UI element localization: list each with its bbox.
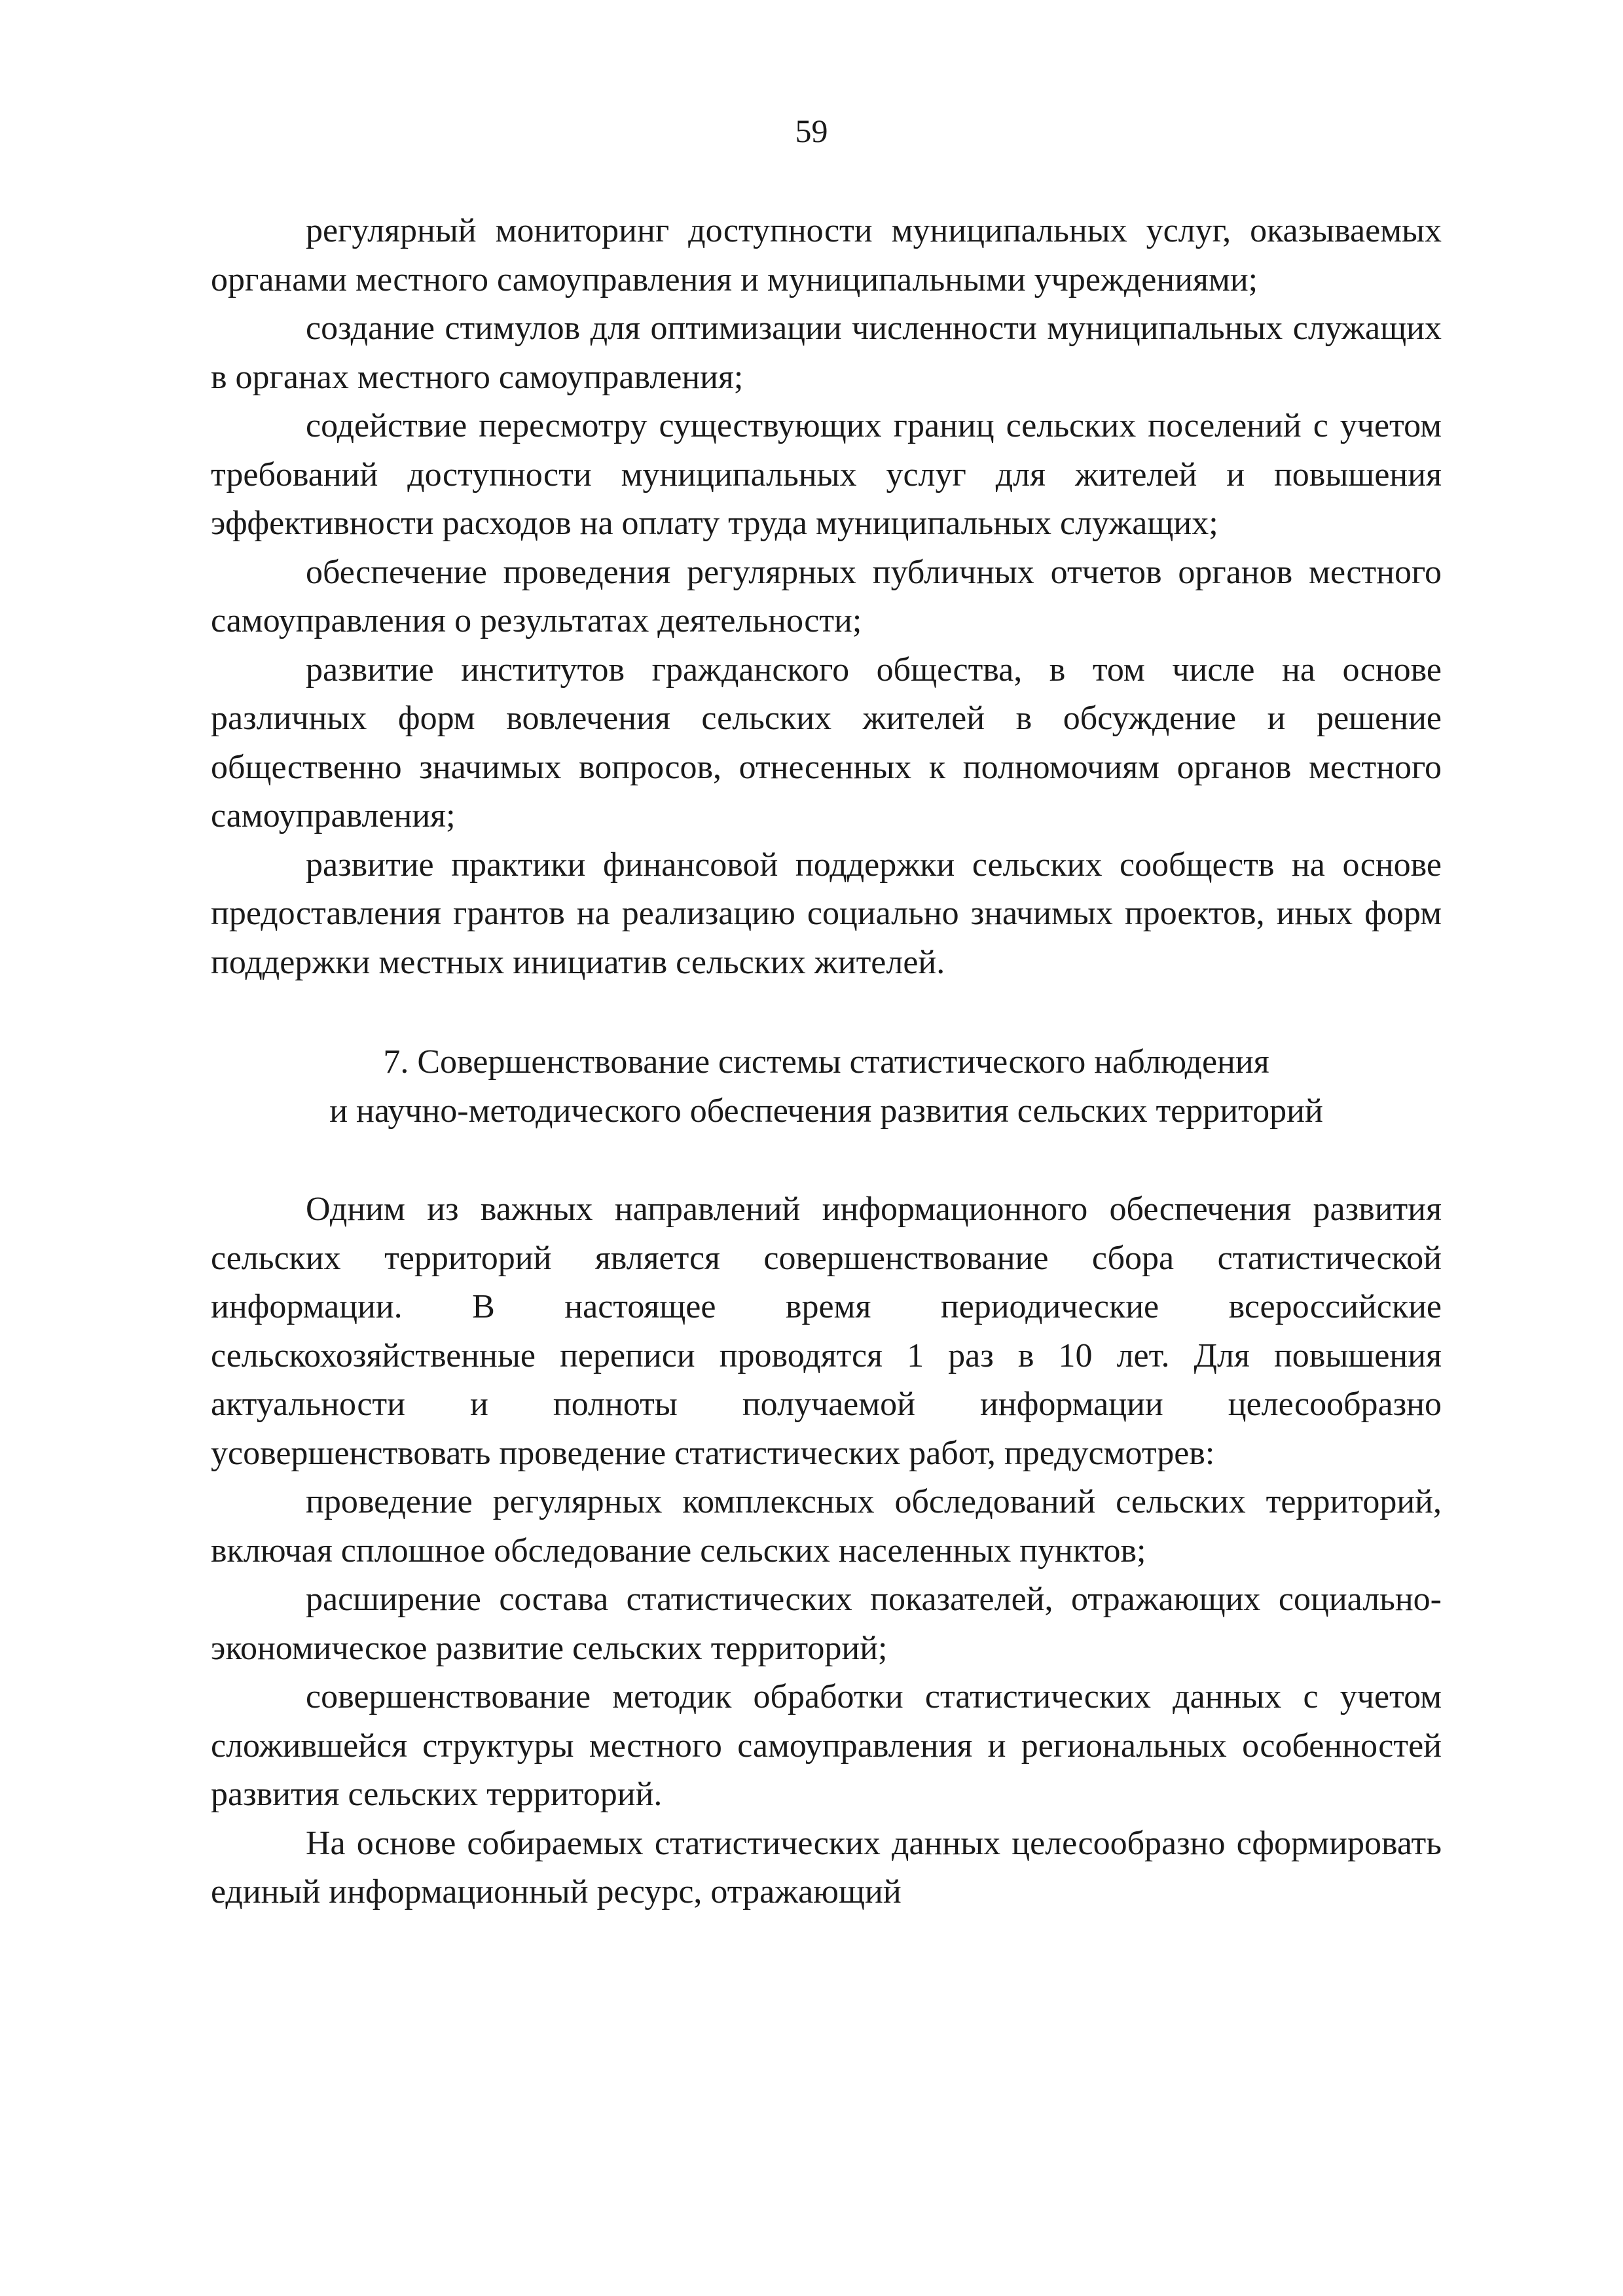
section-heading-line-1: 7. Совершенствование системы статистического наблюдения — [383, 1043, 1269, 1081]
paragraph-info-resource: На основе собираемых статистических данных целесообразно сформировать единый информационный ресурс, отражающий — [211, 1824, 1442, 1910]
paragraph-intro: Одним из важных направлений информационного обеспечения развития сельских территорий является совершенствование сбора статистической информации. В настоящее время периодические всероссийские сельскохозяйственные переписи проводятся 1 раз в 10 лет. Для повышения актуальности и полноты получаемой информации целесообразно усовершенствовать проведение статистических работ, предусмотрев: — [211, 1191, 1442, 1472]
paragraph-grants: развитие практики финансовой поддержки сельских сообществ на основе предоставления грантов на реализацию социально значимых проектов, иных форм поддержки местных инициатив сельских жителей. — [211, 846, 1442, 981]
paragraph-civil-society: развитие институтов гражданского общества, в том числе на основе различных форм вовлечения сельских жителей в обсуждение и решение общественно значимых вопросов, отнесенных к полномочиям органов местного самоуправления; — [211, 651, 1442, 834]
section-heading — [211, 1038, 1442, 1136]
statistics-section — [211, 1185, 1442, 1917]
paragraph-monitoring: регулярный мониторинг доступности муниципальных услуг, оказываемых органами местного самоуправления и муниципальными учреждениями; — [211, 212, 1442, 298]
paragraph-incentives: создание стимулов для оптимизации численности муниципальных служащих в органах местного самоуправления; — [211, 310, 1442, 396]
document-body — [211, 207, 1442, 1917]
measures-list — [211, 207, 1442, 987]
page-number: 59 — [795, 113, 828, 149]
paragraph-indicators: расширение состава статистических показателей, отражающих социально-экономическое развитие сельских территорий; — [211, 1581, 1442, 1667]
paragraph-methods: совершенствование методик обработки статистических данных с учетом сложившейся структуры местного самоуправления и региональных особенностей развития сельских территорий. — [211, 1678, 1442, 1813]
paragraph-public-reports: обеспечение проведения регулярных публичных отчетов органов местного самоуправления о результатах деятельности; — [211, 553, 1442, 639]
section-heading-line-2: и научно-методического обеспечения развития сельских территорий — [329, 1092, 1323, 1130]
paragraph-boundaries: содействие пересмотру существующих границ сельских поселений с учетом требований доступности муниципальных услуг для жителей и повышения эффективности расходов на оплату труда муниципальных служащих; — [211, 407, 1442, 542]
paragraph-surveys: проведение регулярных комплексных обследований сельских территорий, включая сплошное обследование сельских населенных пунктов; — [211, 1483, 1442, 1570]
